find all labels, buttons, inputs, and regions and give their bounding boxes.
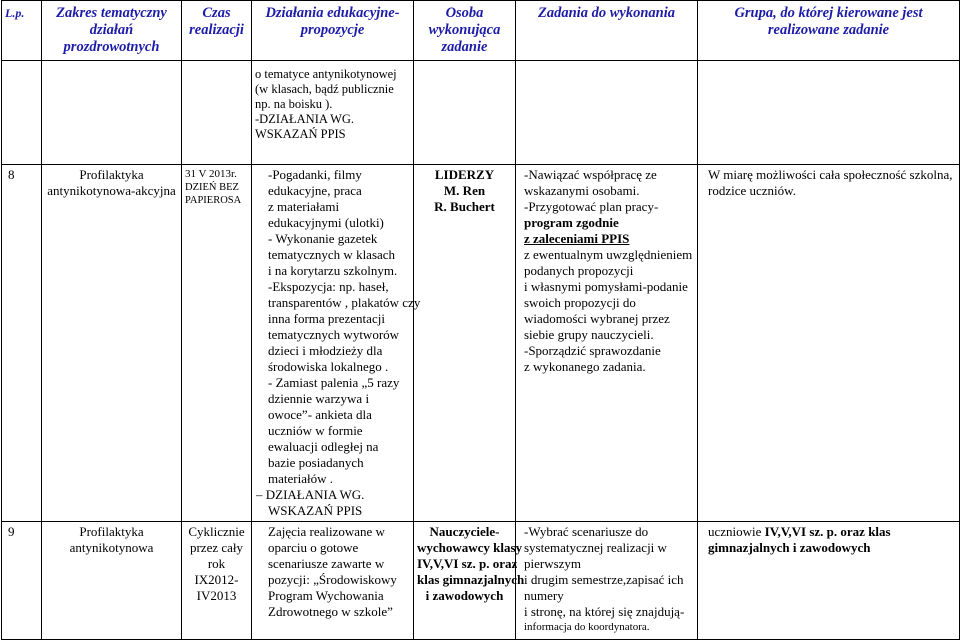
task-line: i drugim semestrze,zapisać ich bbox=[524, 572, 684, 587]
header-row bbox=[2, 1, 960, 61]
action-line: pozycji: „Środowiskowy bbox=[268, 572, 397, 587]
task-line: program zgodnie bbox=[524, 215, 619, 230]
row-8 bbox=[2, 165, 960, 522]
continuation-line: -DZIAŁANIA WG. bbox=[255, 112, 355, 126]
row9-topic: Profilaktyka antynikotynowa bbox=[42, 522, 182, 640]
task-line: pierwszym bbox=[524, 556, 582, 571]
row9-lp: 9 bbox=[2, 522, 42, 640]
task-line: wiadomości wybranej przez bbox=[524, 311, 670, 326]
person-name: M. Ren bbox=[443, 183, 486, 198]
time-line: przez cały bbox=[189, 540, 244, 555]
row-9 bbox=[2, 522, 960, 640]
person-line: IV,V,VI sz. p. oraz bbox=[417, 556, 518, 571]
action-line: WSKAZAŃ PPIS bbox=[268, 503, 363, 518]
row8-lp: 8 bbox=[2, 165, 42, 522]
task-line: -Sporządzić sprawozdanie bbox=[524, 343, 661, 358]
action-line: Program Wychowania bbox=[268, 588, 384, 603]
header-tasks: Zadania do wykonania bbox=[516, 1, 698, 61]
time-line: IV2013 bbox=[196, 588, 237, 603]
task-line: z wykonanego zadania. bbox=[524, 359, 646, 374]
action-line: i na korytarzu szkolnym. bbox=[268, 263, 398, 278]
action-line: ewaluacji odległej na bbox=[268, 439, 379, 454]
header-person: Osoba wykonująca zadanie bbox=[414, 1, 516, 61]
action-line: dziennie warzywa i bbox=[268, 391, 370, 406]
header-lp: L.p. bbox=[2, 1, 42, 61]
continuation-line: WSKAZAŃ PPIS bbox=[255, 127, 346, 141]
person-line: i zawodowych bbox=[425, 588, 504, 603]
action-line: - Wykonanie gazetek bbox=[268, 231, 378, 246]
continuation-row bbox=[2, 61, 960, 165]
person-line: wychowawcy klasy bbox=[417, 540, 523, 555]
header-group: Grupa, do której kierowane jest realizowane zadanie bbox=[698, 1, 960, 61]
action-line: tematycznych wytworów bbox=[268, 327, 400, 342]
task-line: systematycznej realizacji w bbox=[524, 540, 667, 555]
task-line: podanych propozycji bbox=[524, 263, 634, 278]
time-line: rok bbox=[207, 556, 226, 571]
row8-date: 31 V 2013r. bbox=[185, 168, 237, 180]
action-line: Zajęcia realizowane w bbox=[268, 524, 385, 539]
row8-event: DZIEŃ BEZ PAPIEROSA bbox=[185, 182, 242, 206]
person-title: LIDERZY bbox=[434, 167, 495, 182]
action-line: edukacyjnymi (ulotki) bbox=[268, 215, 384, 230]
action-line: scenariusze zawarte w bbox=[268, 556, 385, 571]
task-note: informacja do koordynatora. bbox=[524, 621, 650, 633]
row8-topic: Profilaktyka antynikotynowa-akcyjna bbox=[42, 165, 182, 522]
continuation-line: np. na boisku ). bbox=[255, 97, 333, 111]
task-line: -Nawiązać współpracę ze bbox=[524, 167, 657, 182]
row8-person bbox=[414, 165, 516, 522]
action-line: -Ekspozycja: np. haseł, bbox=[268, 279, 389, 294]
continuation-actions bbox=[252, 61, 414, 165]
group-classes: IV,V,VI sz. p. oraz klas gimnazjalnych i zawodowych bbox=[708, 524, 891, 555]
time-line: Cyklicznie bbox=[188, 524, 245, 539]
person-name: R. Buchert bbox=[434, 199, 495, 214]
time-line: IX2012- bbox=[194, 572, 239, 587]
action-line: – DZIAŁANIA WG. bbox=[256, 487, 365, 502]
task-line: -Wybrać scenariusze do bbox=[524, 524, 649, 539]
action-line: owoce”- ankieta dla bbox=[268, 407, 372, 422]
task-line: z zaleceniami PPIS bbox=[524, 231, 630, 246]
task-line: numery bbox=[524, 588, 564, 603]
row9-actions bbox=[252, 522, 414, 640]
header-time: Czas realizacji bbox=[182, 1, 252, 61]
row9-time bbox=[182, 522, 252, 640]
row8-group: W miarę możliwości cała społeczność szkolna, rodzice uczniów. bbox=[698, 165, 960, 522]
row9-group bbox=[698, 522, 960, 640]
task-line: i własnymi pomysłami-podanie bbox=[524, 279, 688, 294]
task-line: z ewentualnym uwzględnieniem bbox=[524, 247, 693, 262]
continuation-line: o tematyce antynikotynowej bbox=[255, 67, 397, 81]
action-line: edukacyjne, praca bbox=[268, 183, 362, 198]
row9-tasks bbox=[516, 522, 698, 640]
action-line: tematycznych w klasach bbox=[268, 247, 396, 262]
row9-person bbox=[414, 522, 525, 640]
action-line: dzieci i młodzieży dla bbox=[268, 343, 383, 358]
action-line: oparciu o gotowe bbox=[268, 540, 359, 555]
action-line: inna forma prezentacji bbox=[268, 311, 385, 326]
task-line: siebie grupy nauczycieli. bbox=[524, 327, 654, 342]
task-line: wskazanymi osobami. bbox=[524, 183, 640, 198]
group-prefix: uczniowie bbox=[708, 524, 765, 539]
person-line: Nauczyciele- bbox=[429, 524, 500, 539]
action-line: bazie posiadanych bbox=[268, 455, 364, 470]
action-line: -Pogadanki, filmy bbox=[268, 167, 362, 182]
task-line: -Przygotować plan pracy- bbox=[524, 199, 659, 214]
action-line: Zdrowotnego w szkole” bbox=[268, 604, 393, 619]
person-line: klas gimnazjalnych bbox=[417, 572, 525, 587]
header-topic: Zakres tematyczny działań prozdrowotnych bbox=[42, 1, 182, 61]
task-line: swoich propozycji do bbox=[524, 295, 636, 310]
header-actions: Działania edukacyjne-propozycje bbox=[252, 1, 414, 61]
row8-actions bbox=[252, 165, 421, 522]
task-line: i stronę, na której się znajdują- bbox=[524, 604, 685, 619]
action-line: transparentów , plakatów czy bbox=[268, 295, 421, 310]
row8-tasks bbox=[516, 165, 698, 522]
plan-table bbox=[1, 0, 960, 640]
action-line: uczniów w formie bbox=[268, 423, 363, 438]
action-line: środowiska lokalnego . bbox=[268, 359, 389, 374]
action-line: z materiałami bbox=[268, 199, 340, 214]
action-line: materiałów . bbox=[268, 471, 333, 486]
continuation-line: (w klasach, bądź publicznie bbox=[255, 82, 394, 96]
action-line: - Zamiast palenia „5 razy bbox=[268, 375, 400, 390]
row8-time bbox=[182, 165, 252, 522]
